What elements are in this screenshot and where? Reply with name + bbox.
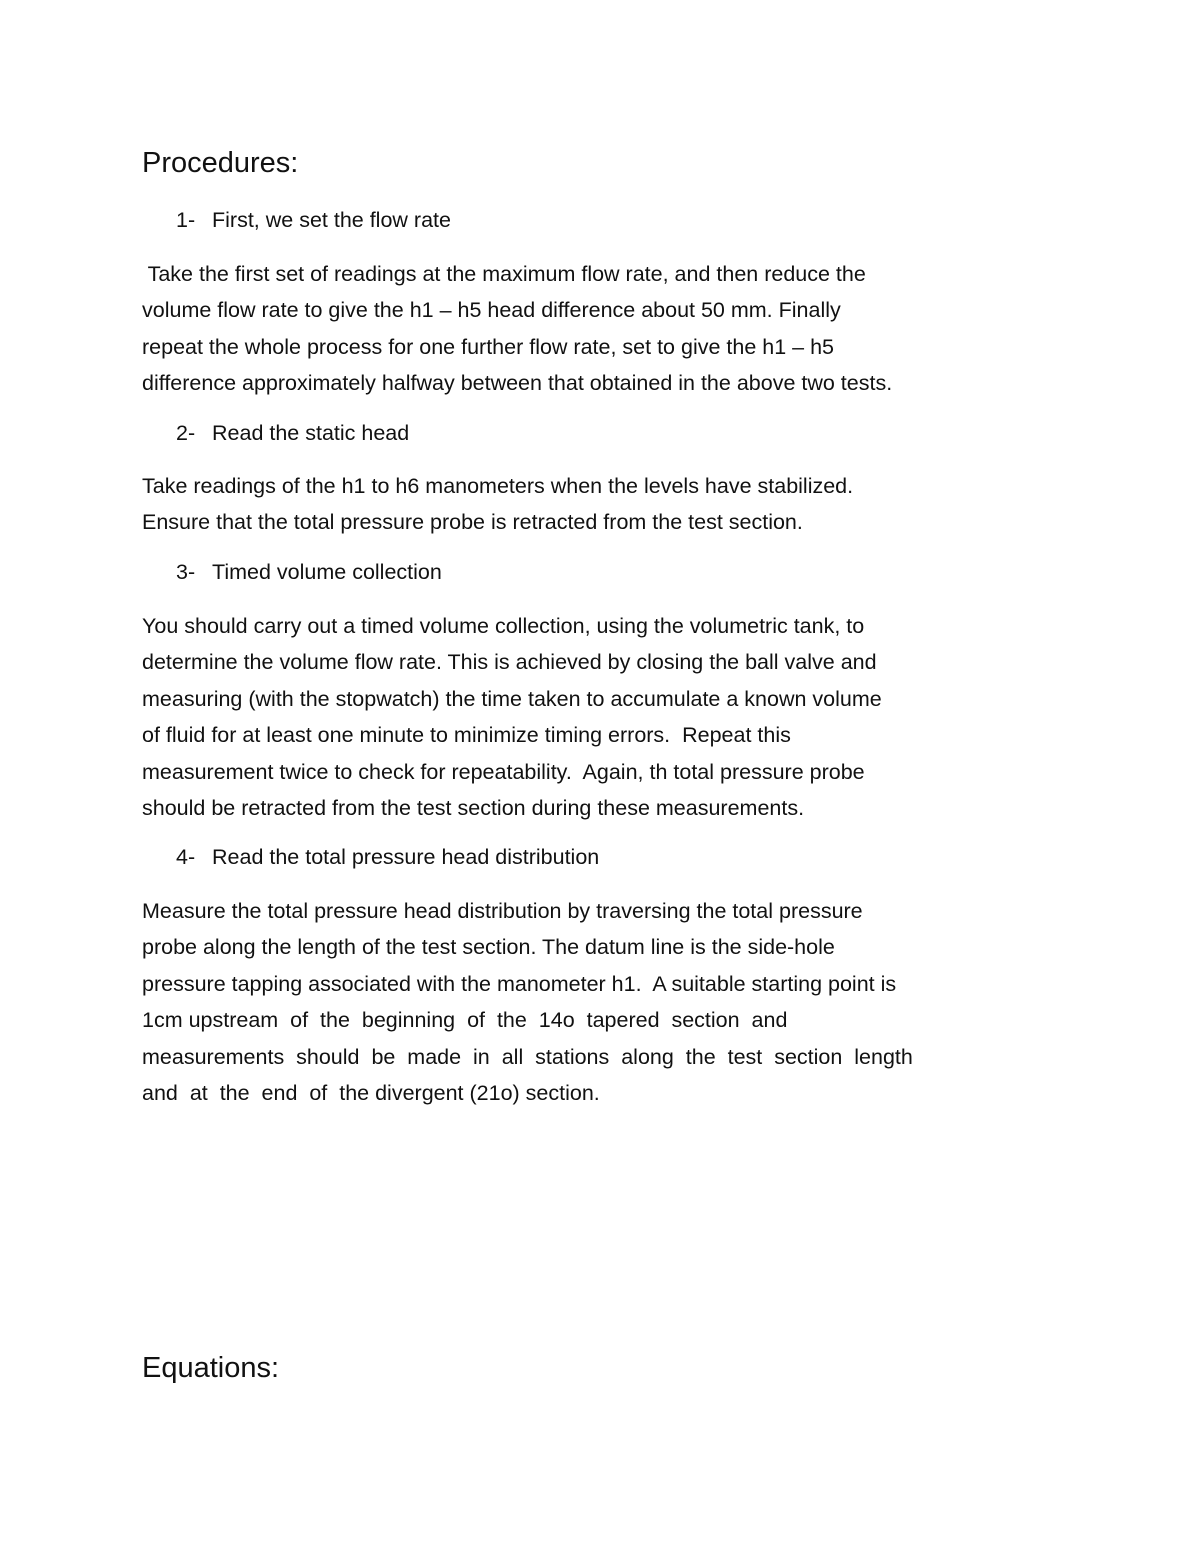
step-4-number: 4- xyxy=(176,845,196,869)
step-4-paragraph xyxy=(142,893,1054,1111)
step-2-title-text: Read the static head xyxy=(212,421,410,445)
step-2-paragraph xyxy=(142,468,1054,541)
paragraph-line: repeat the whole process for one further flow rate, set to give the h1 – h5 xyxy=(142,334,834,359)
step-3-number: 3- xyxy=(176,560,196,584)
paragraph-line: 1cm upstream of the beginning of the 14o tapered section and xyxy=(142,1008,788,1033)
step-1-paragraph xyxy=(142,256,1054,402)
step-4-title xyxy=(176,845,599,870)
paragraph-line: pressure tapping associated with the manometer h1. A suitable starting point is xyxy=(142,971,897,996)
paragraph-line: Take the first set of readings at the maximum flow rate, and then reduce the xyxy=(142,262,866,286)
paragraph-line: Take readings of the h1 to h6 manometers when the levels have stabilized. xyxy=(142,474,854,498)
paragraph-line: should be retracted from the test section during these measurements. xyxy=(142,796,805,821)
step-1-title xyxy=(176,208,451,233)
equations-heading: Equations: xyxy=(142,1352,280,1384)
step-3-title-text: Timed volume collection xyxy=(212,560,442,584)
paragraph-line: measurement twice to check for repeatability. Again, th total pressure probe xyxy=(142,759,865,784)
step-1-number: 1- xyxy=(176,208,196,232)
paragraph-line: determine the volume flow rate. This is achieved by closing the ball valve and xyxy=(142,650,877,675)
step-4-title-text: Read the total pressure head distribution xyxy=(212,845,600,869)
paragraph-line: measurements should be made in all stations along the test section length xyxy=(142,1044,913,1069)
paragraph-line: Measure the total pressure head distribution by traversing the total pressure xyxy=(142,899,863,923)
step-2-number: 2- xyxy=(176,421,196,445)
paragraph-line: difference approximately halfway between that obtained in the above two tests. xyxy=(142,371,893,396)
step-3-title xyxy=(176,560,442,585)
paragraph-line: measuring (with the stopwatch) the time taken to accumulate a known volume xyxy=(142,686,882,711)
procedures-heading: Procedures: xyxy=(142,147,299,179)
step-1-title-text: First, we set the flow rate xyxy=(212,208,451,232)
paragraph-line: and at the end of the divergent (21o) section. xyxy=(142,1081,600,1106)
paragraph-line: probe along the length of the test section. The datum line is the side-hole xyxy=(142,935,835,960)
paragraph-line: volume flow rate to give the h1 – h5 head difference about 50 mm. Finally xyxy=(142,298,841,323)
paragraph-line: of fluid for at least one minute to minimize timing errors. Repeat this xyxy=(142,723,791,748)
paragraph-line: Ensure that the total pressure probe is retracted from the test section. xyxy=(142,510,803,535)
paragraph-line: You should carry out a timed volume collection, using the volumetric tank, to xyxy=(142,614,865,638)
step-2-title xyxy=(176,421,409,446)
step-3-paragraph xyxy=(142,608,1054,826)
